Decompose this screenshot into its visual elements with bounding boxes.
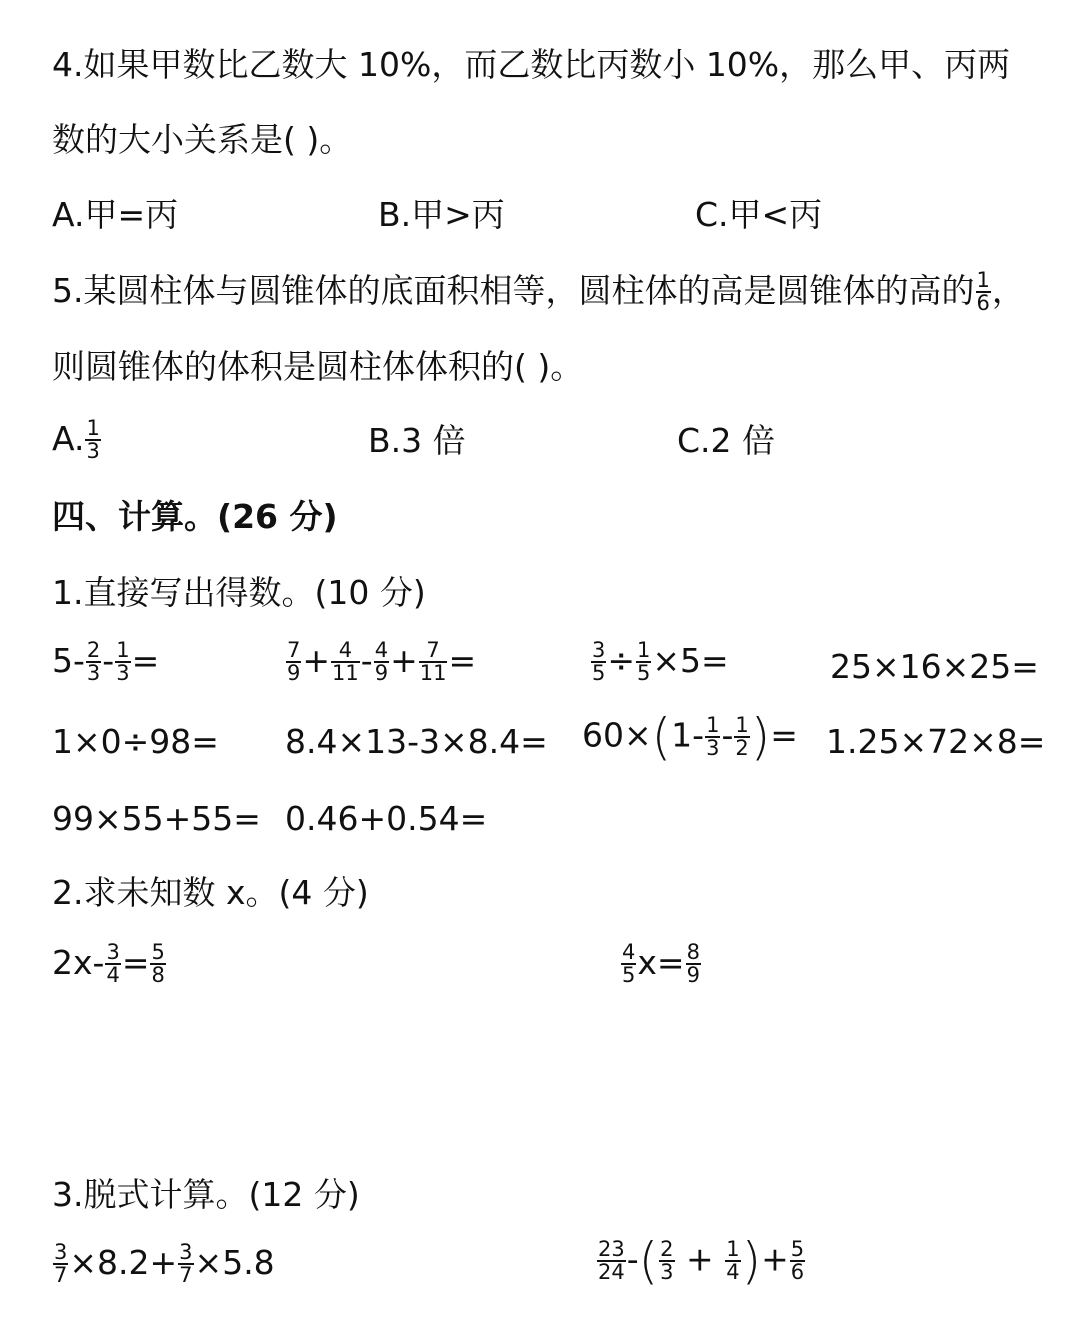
expr-7-frac1-num: 1 xyxy=(706,712,720,737)
expression-2-frac4 xyxy=(790,1236,805,1284)
expr-7-b: 1- xyxy=(671,715,705,755)
expr-7-frac2-num: 1 xyxy=(735,712,749,737)
expr-7-minus: - xyxy=(721,715,734,755)
expr-3-frac1 xyxy=(591,640,606,685)
equation-2 xyxy=(620,942,702,987)
expression-1-a: ×8.2+ xyxy=(69,1242,178,1282)
q5-option-a-den: 3 xyxy=(86,439,100,464)
equation-2-frac2-den: 9 xyxy=(686,963,700,988)
expression-1 xyxy=(52,1242,275,1287)
expr-2-frac4-num: 7 xyxy=(419,640,448,663)
expression-2-plus: + xyxy=(761,1239,789,1279)
part2-title: 2.求未知数 x。(4 分) xyxy=(52,873,369,912)
equation-2-frac1-num: 4 xyxy=(622,940,636,964)
expr-7-a: 60× xyxy=(582,715,652,755)
expr-1-frac1 xyxy=(86,640,101,685)
equation-2-frac2 xyxy=(686,942,701,987)
expr-1-frac1-den: 3 xyxy=(86,661,101,686)
expr-2-frac4-den: 11 xyxy=(419,661,447,686)
expr-3-op: ÷ xyxy=(607,640,636,680)
expression-2-frac4-num: 5 xyxy=(790,1236,805,1261)
expr-7-right-paren: ) xyxy=(750,708,771,766)
equation-1-frac1-num: 3 xyxy=(106,940,120,964)
q5-option-a-fraction xyxy=(85,418,100,463)
expr-1-frac2-num: 1 xyxy=(116,638,130,662)
expr-1-a: 5- xyxy=(52,640,85,680)
expr-1 xyxy=(52,640,159,685)
expr-3-frac2-den: 5 xyxy=(637,661,651,686)
expression-2-frac2-den: 3 xyxy=(660,1260,674,1284)
expr-2-frac2 xyxy=(331,640,360,685)
expr-2 xyxy=(285,640,476,685)
expr-7-left-paren: ( xyxy=(651,708,672,766)
expr-3-frac1-num: 3 xyxy=(592,638,606,662)
expression-1-frac1 xyxy=(53,1242,68,1287)
expr-2-frac3-den: 9 xyxy=(374,661,389,686)
expression-2-frac1-den: 24 xyxy=(598,1260,625,1284)
expr-1-minus: - xyxy=(102,640,115,680)
q4-option-b[interactable]: B.甲>丙 xyxy=(378,195,505,234)
expr-6: 8.4×13-3×8.4= xyxy=(285,722,548,761)
equation-2-frac1 xyxy=(621,942,636,987)
expr-5: 1×0÷98= xyxy=(52,722,219,761)
q5-fraction-num: 1 xyxy=(976,268,990,292)
expression-2-frac2 xyxy=(659,1236,674,1284)
expression-2-frac2-num: 2 xyxy=(660,1236,674,1261)
expr-7-frac1-den: 3 xyxy=(706,736,720,760)
expr-2-frac4 xyxy=(419,640,448,685)
expression-2-right-paren: ) xyxy=(741,1232,762,1290)
expr-2-op1: + xyxy=(302,640,331,680)
equation-1-frac1 xyxy=(105,942,120,987)
expr-2-end: = xyxy=(448,640,477,680)
q5-option-a[interactable] xyxy=(52,418,102,463)
expr-4: 25×16×25= xyxy=(830,647,1039,686)
expr-10: 0.46+0.54= xyxy=(285,799,488,838)
q4-option-c[interactable]: C.甲<丙 xyxy=(695,195,823,234)
q5-option-c[interactable]: C.2 倍 xyxy=(677,421,776,460)
q4-line2: 数的大小关系是( )。 xyxy=(52,120,353,159)
expr-2-frac2-den: 11 xyxy=(332,661,359,686)
expr-2-frac1-den: 9 xyxy=(287,661,301,686)
expr-3-end: ×5= xyxy=(652,640,729,680)
q5-line1-end: ， xyxy=(991,270,1025,310)
expression-1-frac2-den: 7 xyxy=(179,1263,193,1288)
equation-1-frac2 xyxy=(150,942,165,987)
q5-line1 xyxy=(52,270,1025,315)
equation-2-x: x= xyxy=(637,942,685,982)
expr-2-op3: + xyxy=(390,640,418,680)
expression-2-frac1 xyxy=(597,1236,626,1284)
section-4-title: 四、计算。(26 分) xyxy=(52,497,338,536)
expr-8: 1.25×72×8= xyxy=(826,722,1046,761)
expr-7-frac1 xyxy=(705,712,720,760)
expression-1-frac1-den: 7 xyxy=(54,1263,68,1288)
expr-1-frac2 xyxy=(115,640,130,685)
q5-option-a-prefix: A. xyxy=(52,418,85,458)
equation-1-frac1-den: 4 xyxy=(106,963,120,988)
expression-2-frac3-num: 1 xyxy=(726,1236,740,1261)
expr-2-frac3-num: 4 xyxy=(374,638,389,662)
q5-fraction-den: 6 xyxy=(976,291,990,316)
expression-1-frac2-num: 3 xyxy=(179,1240,193,1264)
expression-2-frac3-den: 4 xyxy=(726,1260,740,1284)
expr-7-frac2-den: 2 xyxy=(735,736,749,760)
equation-1-frac2-num: 5 xyxy=(151,940,165,964)
equation-2-frac1-den: 5 xyxy=(622,963,636,988)
part1-title: 1.直接写出得数。(10 分) xyxy=(52,573,426,612)
expression-1-frac2 xyxy=(178,1242,193,1287)
expr-1-end: = xyxy=(131,640,160,680)
expr-9: 99×55+55= xyxy=(52,799,261,838)
expr-2-frac1 xyxy=(286,640,301,685)
equation-1-frac2-den: 8 xyxy=(151,963,165,988)
q5-fraction xyxy=(976,270,991,315)
expr-1-frac1-num: 2 xyxy=(86,638,101,662)
q4-option-a[interactable]: A.甲=丙 xyxy=(52,195,179,234)
expr-2-frac1-num: 7 xyxy=(287,638,301,662)
q5-option-a-num: 1 xyxy=(86,416,100,440)
expr-7 xyxy=(582,708,798,766)
expression-2 xyxy=(596,1232,806,1290)
expr-7-frac2 xyxy=(734,712,749,760)
q4-line1: 4.如果甲数比乙数大 10%，而乙数比丙数小 10%，那么甲、丙两 xyxy=(52,45,1011,84)
expr-1-frac2-den: 3 xyxy=(116,661,130,686)
expression-2-minus: - xyxy=(626,1239,639,1279)
expression-2-frac4-den: 6 xyxy=(790,1260,805,1284)
part3-title: 3.脱式计算。(12 分) xyxy=(52,1175,360,1214)
expr-2-frac3 xyxy=(374,640,389,685)
expr-7-end: = xyxy=(770,715,798,755)
expression-2-left-paren: ( xyxy=(638,1232,659,1290)
expression-2-frac3 xyxy=(725,1236,740,1284)
expression-2-frac1-num: 23 xyxy=(598,1236,625,1261)
expression-1-frac1-num: 3 xyxy=(54,1240,68,1264)
q5-line1-text: 5.某圆柱体与圆锥体的底面积相等，圆柱体的高是圆锥体的高的 xyxy=(52,270,975,310)
q5-line2: 则圆锥体的体积是圆柱体体积的( )。 xyxy=(52,347,584,386)
expr-2-op2: - xyxy=(360,640,373,680)
expression-1-b: ×5.8 xyxy=(194,1242,275,1282)
equation-1 xyxy=(52,942,167,987)
expr-3-frac2-num: 1 xyxy=(637,638,651,662)
expr-3-frac2 xyxy=(636,640,651,685)
q5-option-b[interactable]: B.3 倍 xyxy=(368,421,466,460)
equation-2-frac2-num: 8 xyxy=(686,940,700,964)
expr-3 xyxy=(590,640,729,685)
equation-1-equals: = xyxy=(121,942,150,982)
expr-2-frac2-num: 4 xyxy=(331,640,360,663)
expression-2-plus-inner: + xyxy=(675,1239,725,1279)
equation-1-a: 2x- xyxy=(52,942,105,982)
expr-3-frac1-den: 5 xyxy=(592,661,606,686)
